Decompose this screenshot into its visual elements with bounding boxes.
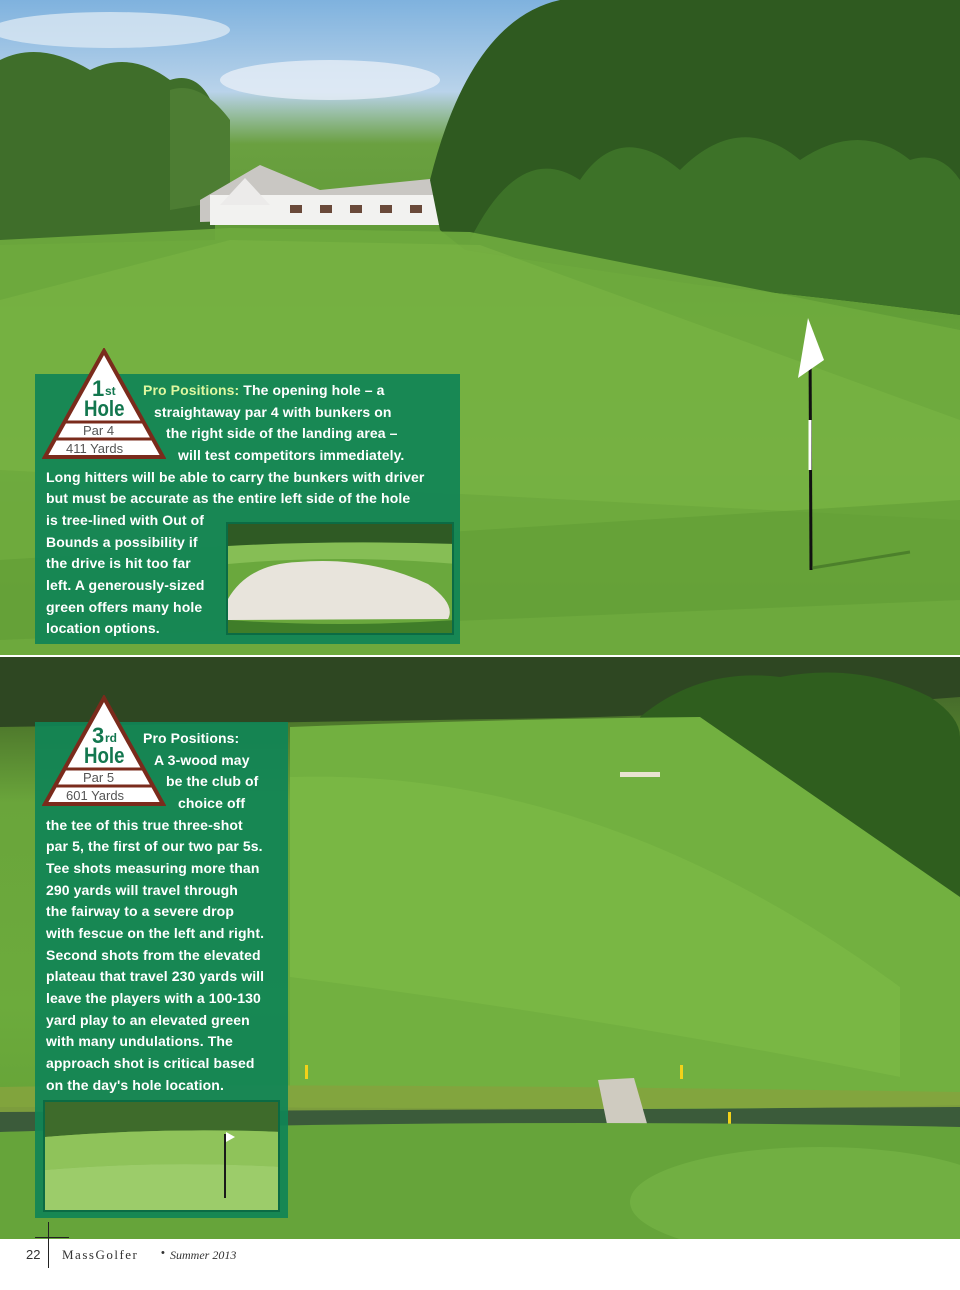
page-number: 22 — [26, 1247, 41, 1262]
hole-3-line-2: A 3-wood may — [154, 752, 250, 768]
hole-3-line-17: on the day's hole location. — [46, 1077, 224, 1093]
hole-1-line-8: Bounds a possibility if — [46, 534, 198, 550]
hole-3-line-16: approach shot is critical based — [46, 1055, 255, 1071]
hole-1-line-9: the drive is hit too far — [46, 555, 191, 571]
bunker-inset-photo — [226, 522, 454, 635]
hole-1-line-1: Pro Positions: The opening hole – a — [143, 382, 385, 398]
hole-3-badge — [42, 695, 166, 807]
hole-3-line-14: yard play to an elevated green — [46, 1012, 250, 1028]
hole-3-line-12: plateau that travel 230 yards will — [46, 968, 265, 984]
hole-3-line-8: 290 yards will travel through — [46, 882, 238, 898]
hole-3-line-7: Tee shots measuring more than — [46, 860, 260, 876]
footer-horizontal-rule — [35, 1237, 69, 1238]
issue-label: Summer 2013 — [170, 1248, 237, 1262]
hole-3-line-1: Pro Positions: — [143, 730, 240, 746]
hole-1-line-5: Long hitters will be able to carry the bunkers with driver — [46, 469, 425, 485]
hole-1-word: Hole — [84, 396, 125, 421]
green-inset-photo — [43, 1100, 280, 1212]
hole-3-line-3: be the club of — [166, 773, 259, 789]
hole-1-line-7: is tree-lined with Out of — [46, 512, 205, 528]
hole-3-yards: 601 Yards — [66, 788, 125, 803]
hole-3-line-6: par 5, the first of our two par 5s. — [46, 838, 263, 854]
hole-3-line-10: with fescue on the left and right. — [46, 925, 265, 941]
hole-3-line-11: Second shots from the elevated — [46, 947, 261, 963]
hole-1-ordinal: st — [105, 384, 116, 398]
magazine-name: MassGolfer — [62, 1247, 139, 1262]
hole-3-line-13: leave the players with a 100-130 — [46, 990, 261, 1006]
hole-3-number: 3 — [92, 723, 105, 748]
footer-separator: • — [161, 1247, 165, 1259]
hole-1-line-12: location options. — [46, 620, 160, 636]
hole-3-word: Hole — [84, 743, 125, 768]
hole-3-line-15: with many undulations. The — [46, 1033, 233, 1049]
hole-1-line-4: will test competitors immediately. — [178, 447, 405, 463]
hole-1-line-10: left. A generously-sized — [46, 577, 205, 593]
page-footer — [0, 1239, 960, 1290]
hole-3-line-5: the tee of this true three-shot — [46, 817, 243, 833]
hole-1-yards: 411 Yards — [66, 441, 124, 456]
footer-vertical-rule — [48, 1222, 49, 1268]
hole-1-number: 1 — [92, 376, 105, 401]
hole-3-ordinal: rd — [105, 731, 117, 745]
hole-3-par: Par 5 — [83, 770, 115, 785]
hole-3-line-9: the fairway to a severe drop — [46, 903, 234, 919]
hole-1-line-11: green offers many hole — [46, 599, 203, 615]
hole-1-line-3: the right side of the landing area – — [166, 425, 398, 441]
hole-1-par: Par 4 — [83, 423, 115, 438]
hole-1-line-2: straightaway par 4 with bunkers on — [154, 404, 392, 420]
hole-1-badge — [42, 348, 166, 460]
hole-3-line-4: choice off — [178, 795, 246, 811]
hole-1-line-6: but must be accurate as the entire left side of the hole — [46, 490, 411, 506]
